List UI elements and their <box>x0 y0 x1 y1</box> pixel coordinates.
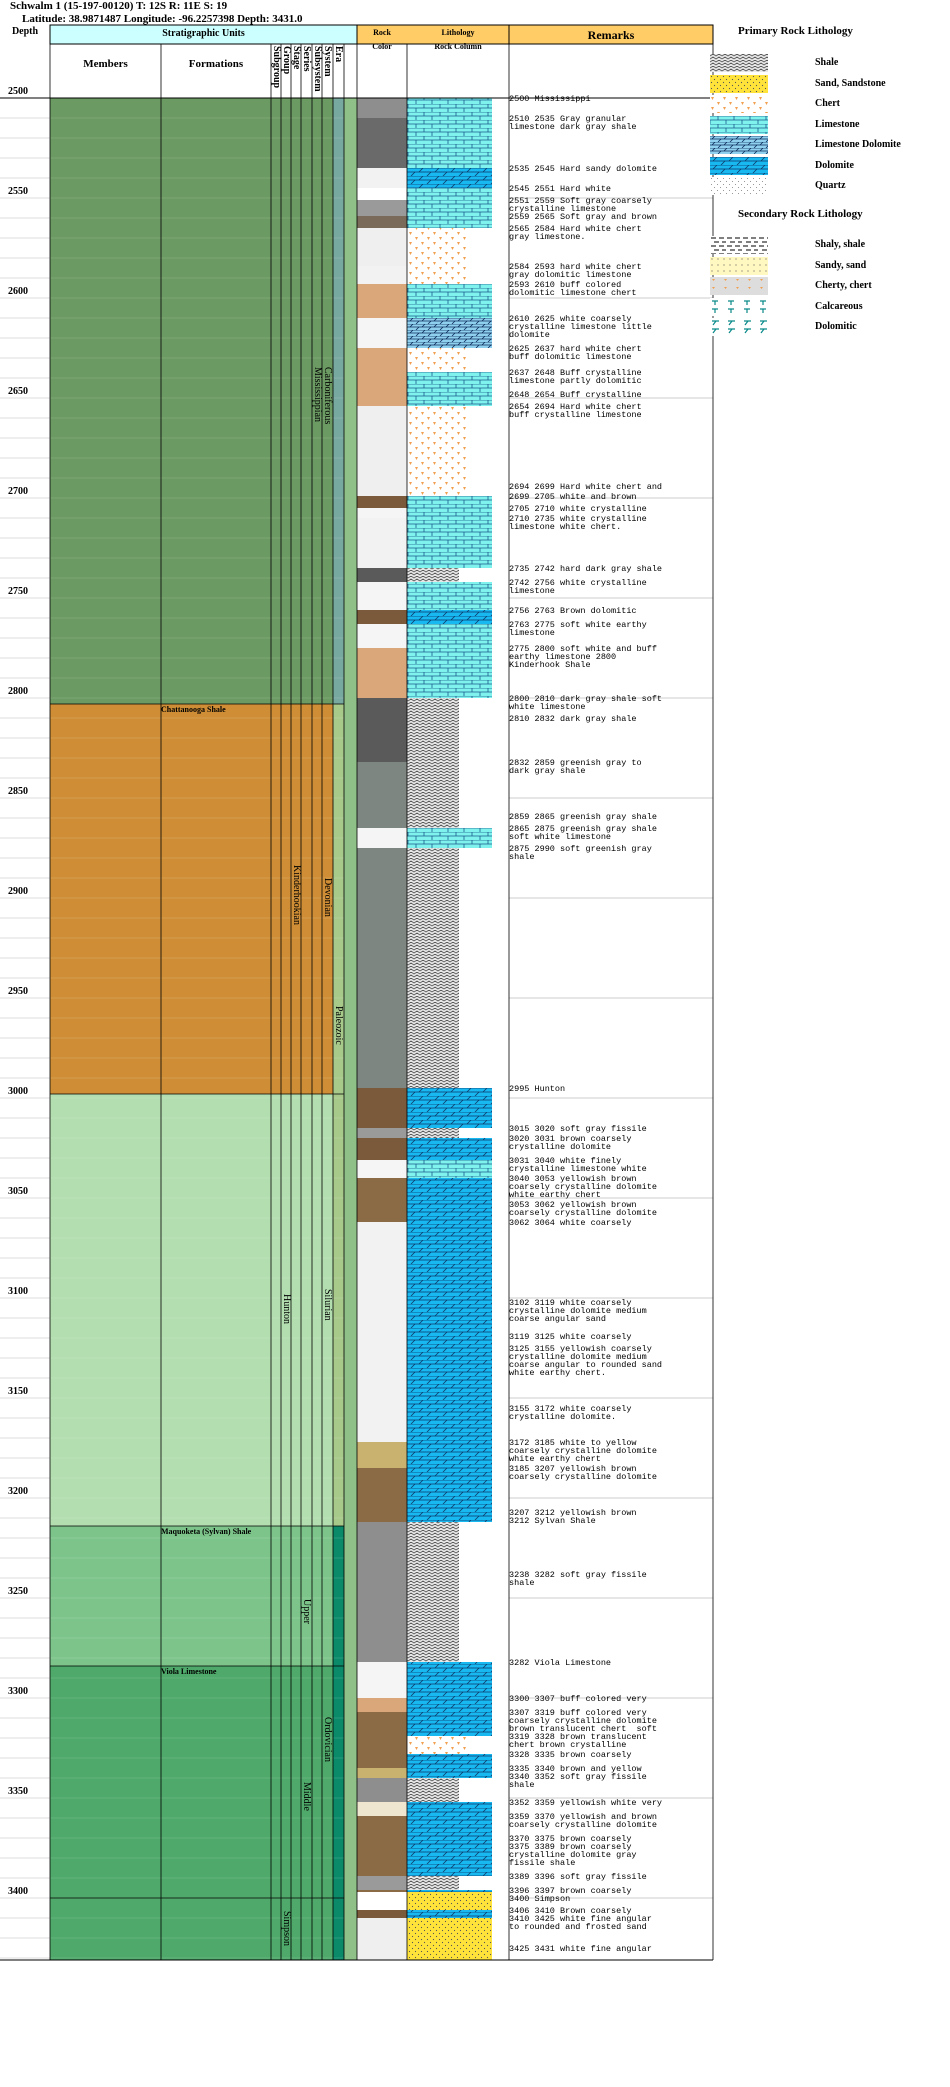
depth-tick-label: 2650 <box>8 386 28 397</box>
unit-label: Silurian <box>322 1289 333 1321</box>
lithology-interval <box>407 1778 459 1802</box>
legend-swatch-calc <box>710 298 768 316</box>
remark-entry: 2810 2832 dark gray shale <box>509 714 637 724</box>
legend-swatch-sandstone <box>710 75 768 93</box>
lithology-interval <box>407 1892 492 1910</box>
legend-label: Calcareous <box>815 300 863 312</box>
remark-entry: 2735 2742 hard dark gray shale <box>509 564 663 574</box>
lithology-interval <box>407 582 492 610</box>
legend-swatch-sandy <box>710 257 768 275</box>
rock-color-interval <box>357 1712 407 1736</box>
legend-swatch-limestone <box>710 116 768 134</box>
remark-entry: 2654 2694 Hard white chert buff crystalline limestone <box>509 402 642 420</box>
depth-tick-label: 3000 <box>8 1086 28 1097</box>
rank-label-series: Series <box>301 46 312 72</box>
rank-label-stage: Stage <box>291 46 302 70</box>
remark-entry: 2545 2551 Hard white <box>509 184 612 194</box>
remark-entry: 3185 3207 yellowish brown coarsely crystalline dolomite <box>509 1464 657 1482</box>
rock-color-interval <box>357 118 407 168</box>
lithology-interval <box>407 1736 469 1754</box>
rock-color-interval <box>357 718 407 762</box>
rock-color-interval <box>357 1138 407 1160</box>
remark-entry: 2875 2990 soft greenish gray shale <box>509 844 652 862</box>
rank-label-subsystem: Subsystem <box>312 46 323 92</box>
lithology-interval <box>407 228 469 284</box>
rock-color-interval <box>357 406 407 486</box>
lithology-interval <box>407 610 492 624</box>
remark-entry: 2699 2705 white and brown <box>509 492 637 502</box>
formation-label: Chattanooga Shale <box>161 705 226 714</box>
remark-entry: 2648 2654 Buff crystalline <box>509 390 642 400</box>
rock-color-interval <box>357 1468 407 1512</box>
rank-label-system: System <box>322 46 333 77</box>
depth-tick-label: 2600 <box>8 286 28 297</box>
rock-color-interval <box>357 518 407 568</box>
remark-entry: 2510 2535 Gray granular limestone dark gray shale <box>509 114 637 132</box>
depth-tick-label: 2550 <box>8 186 28 197</box>
members-column <box>50 98 357 1960</box>
remark-entry: 3328 3335 brown coarsely <box>509 1750 632 1760</box>
lithology-interval <box>407 1128 459 1138</box>
legend-label: Dolomitic <box>815 321 857 332</box>
rock-color-interval <box>357 1768 407 1778</box>
rock-color-interval <box>357 648 407 698</box>
strat-interval <box>50 1094 344 1526</box>
remark-entry: 3359 3370 yellowish and brown coarsely crystalline dolomite <box>509 1812 657 1830</box>
rock-color-interval <box>357 1876 407 1890</box>
rock-color-interval <box>357 848 407 1088</box>
depth-header: Depth <box>11 26 39 37</box>
formation-label: Viola Limestone <box>161 1667 217 1676</box>
rock-color-interval <box>357 1204 407 1222</box>
rock-color-interval <box>357 610 407 624</box>
remark-entry: 3020 3031 brown coarsely crystalline dolomite <box>509 1134 632 1152</box>
well-title: Schwalm 1 (15-197-00120) T: 12S R: 11E S: 19 <box>10 0 228 12</box>
rock-color-interval <box>357 1816 407 1838</box>
legend-swatch-dolomite <box>710 157 768 175</box>
rock-color-interval <box>357 1178 407 1204</box>
remark-entry: 2756 2763 Brown dolomitic <box>509 606 637 616</box>
primary-legend-title: Primary Rock Lithology <box>738 25 853 37</box>
secondary-legend-title: Secondary Rock Lithology <box>738 208 863 220</box>
lithology-interval <box>407 1204 492 1222</box>
lithology-interval <box>407 168 492 188</box>
lithology-interval <box>407 1178 492 1204</box>
remark-entry: 3335 3340 brown and yellow 3340 3352 soft gray fissile shale <box>509 1764 647 1790</box>
remark-entry: 2742 2756 white crystalline limestone <box>509 578 647 596</box>
remark-entry: 2995 Hunton <box>509 1084 566 1094</box>
strat-interval <box>50 1526 344 1666</box>
lithology-interval <box>407 496 492 568</box>
legend-swatch-cherty <box>710 277 768 295</box>
legend-swatch-dolomitic <box>710 318 768 336</box>
rock-color-interval <box>357 168 407 188</box>
unit-label: Middle <box>301 1782 312 1812</box>
legend-swatch-chert <box>710 95 768 113</box>
depth-tick-label: 3050 <box>8 1186 28 1197</box>
depth-tick-label: 3350 <box>8 1786 28 1797</box>
rock-color-interval <box>357 372 407 394</box>
unit-label: Devonian <box>322 878 333 918</box>
rock-color-interval <box>357 266 407 284</box>
unit-label: Kinderhookian <box>291 865 302 926</box>
rock-column <box>407 98 492 1960</box>
legend-label: Chert <box>815 98 840 109</box>
era-strip <box>344 98 357 1960</box>
remark-entry: 2694 2699 Hard white chert and <box>509 482 663 492</box>
unit-label: Ordovician <box>322 1717 333 1762</box>
depth-tick-label: 2700 <box>8 486 28 497</box>
remark-entry: 3282 Viola Limestone <box>509 1658 612 1668</box>
lithology-interval <box>407 1802 492 1876</box>
remark-entry: 2551 2559 Soft gray coarsely crystalline limestone <box>509 196 652 214</box>
rock-color-interval <box>357 1662 407 1698</box>
color-header: Color <box>372 42 392 51</box>
remark-entry: 3031 3040 white finely crystalline limestone white <box>509 1156 647 1174</box>
lithology-interval <box>407 1302 492 1408</box>
rock-color-interval <box>357 188 407 200</box>
lithology-interval <box>407 284 492 318</box>
system-strip <box>333 98 344 704</box>
remark-entry: 2800 2810 dark gray shale soft white limestone <box>509 694 663 712</box>
remark-entry: 2559 2565 Soft gray and brown <box>509 212 657 222</box>
remark-entry: 3425 3431 white fine angular <box>509 1944 652 1954</box>
lithology-interval <box>407 406 469 496</box>
rock-color-interval <box>357 1802 407 1816</box>
rock-color-interval <box>357 228 407 266</box>
depth-tick-label: 2900 <box>8 886 28 897</box>
depth-tick-label: 3300 <box>8 1686 28 1697</box>
lithology-interval <box>407 624 492 698</box>
legend-swatch-shaly <box>710 236 768 254</box>
legend-label: Shale <box>815 57 839 68</box>
rock-color-interval <box>357 200 407 216</box>
rock-color-interval <box>357 582 407 610</box>
remark-entry: 2593 2610 buff colored dolomitic limestone chert <box>509 280 637 298</box>
rock-color-interval <box>357 762 407 816</box>
rock-color-interval <box>357 1890 407 1892</box>
lithology-interval <box>407 1754 492 1778</box>
rock-color-interval <box>357 1892 407 1910</box>
remark-entry: 3238 3282 soft gray fissile shale <box>509 1570 647 1588</box>
unit-label: Mississippian <box>312 367 323 423</box>
lithology-interval <box>407 348 469 372</box>
rock-color-interval <box>357 284 407 318</box>
remark-entry: 2500 Mississippi <box>509 94 591 104</box>
rock-color-interval <box>357 828 407 848</box>
formations-header: Formations <box>188 58 244 70</box>
depth-tick-label: 3150 <box>8 1386 28 1397</box>
rock-color-interval <box>357 348 407 372</box>
remark-entry: 3125 3155 yellowish coarsely crystalline dolomite medium coarse angular to rounded sand white earthy chert. <box>509 1344 663 1378</box>
lithology-interval <box>407 1408 492 1522</box>
rock-header: Rock <box>373 28 391 37</box>
unit-label: Upper <box>301 1599 312 1624</box>
rank-label-subgroup: Subgroup <box>271 46 282 89</box>
rock-color-interval <box>357 1088 407 1128</box>
legend-swatch-shale <box>710 54 768 72</box>
remarks-header: Remarks <box>587 28 635 42</box>
legend-label: Quartz <box>815 180 846 191</box>
strat-interval <box>50 98 344 704</box>
rock-color-interval <box>357 568 407 582</box>
rock-color-interval <box>357 1754 407 1768</box>
remark-entry: 3370 3375 brown coarsely 3375 3389 brown coarsely crystalline dolomite gray fissile shale <box>509 1834 637 1868</box>
rock-color-interval <box>357 698 407 718</box>
rock-color-interval <box>357 216 407 228</box>
formation-label: Maquoketa (Sylvan) Shale <box>161 1527 252 1536</box>
rock-color-interval <box>357 1442 407 1468</box>
rock-color-interval <box>357 1160 407 1178</box>
rock-color-interval <box>357 1918 407 1960</box>
system-strip <box>333 704 344 1526</box>
legend-label: Shaly, shale <box>815 239 866 250</box>
legend-swatch-quartz <box>710 177 768 195</box>
lithology-interval <box>407 1876 459 1890</box>
remark-entry: 3053 3062 yellowish brown coarsely crystalline dolomite <box>509 1200 657 1218</box>
lithology-interval <box>407 1160 492 1178</box>
remark-entry: 3062 3064 white coarsely <box>509 1218 632 1228</box>
remark-entry: 3207 3212 yellowish brown 3212 Sylvan Shale <box>509 1508 637 1526</box>
remark-entry: 3319 3328 brown translucent chert brown crystalline <box>509 1732 647 1750</box>
rock-color-interval <box>357 1736 407 1754</box>
rock-color-column <box>357 98 407 1960</box>
depth-tick-label: 3100 <box>8 1286 28 1297</box>
lithology-interval <box>407 828 492 848</box>
legend-label: Cherty, chert <box>815 280 872 291</box>
rock-color-interval <box>357 1698 407 1712</box>
lithology-interval <box>407 1890 492 1892</box>
strat-interval <box>50 1666 344 1960</box>
unit-label: Carboniferous <box>322 367 333 425</box>
remark-entry: 2565 2584 Hard white chert gray limestone. <box>509 224 642 242</box>
remark-entry: 3155 3172 white coarsely crystalline dolomite. <box>509 1404 632 1422</box>
legend-label: Limestone Dolomite <box>815 139 901 150</box>
rock-color-interval <box>357 486 407 496</box>
remark-entry: 3119 3125 white coarsely <box>509 1332 632 1342</box>
remark-entry: 3307 3319 buff colored very coarsely crystalline dolomite brown translucent chert soft <box>509 1708 657 1734</box>
remark-entry: 3040 3053 yellowish brown coarsely crystalline dolomite white earthy chert <box>509 1174 657 1200</box>
rock-color-interval <box>357 1512 407 1522</box>
remark-entry: 3389 3396 soft gray fissile <box>509 1872 647 1882</box>
remark-entry: 3015 3020 soft gray fissile <box>509 1124 647 1134</box>
lithology-interval <box>407 318 492 348</box>
lithology-interval <box>407 848 459 1088</box>
depth-tick-label: 2850 <box>8 786 28 797</box>
rock-column-header: Rock Column <box>434 42 482 51</box>
members-header: Members <box>83 58 128 70</box>
remark-entry: 2625 2637 hard white chert buff dolomitic limestone <box>509 344 642 362</box>
remark-entry: 2775 2800 soft white and buff earthy limestone 2800 Kinderhook Shale <box>509 644 657 670</box>
lithology-interval <box>407 188 492 228</box>
remark-entry: 3352 3359 yellowish white very <box>509 1798 663 1808</box>
remark-entry: 2763 2775 soft white earthy limestone <box>509 620 647 638</box>
unit-label: Simpson <box>281 1910 292 1946</box>
remark-entry: 2584 2593 hard white chert gray dolomitic limestone <box>509 262 642 280</box>
rock-color-interval <box>357 1222 407 1442</box>
rock-color-interval <box>357 394 407 406</box>
lithology-interval <box>407 1662 492 1736</box>
depth-tick-label: 3200 <box>8 1486 28 1497</box>
legend-label: Dolomite <box>815 159 854 171</box>
rock-color-interval <box>357 98 407 118</box>
remark-entry: 3102 3119 white coarsely crystalline dolomite medium coarse angular sand <box>509 1298 647 1324</box>
remark-entry: 2610 2625 white coarsely crystalline limestone little dolomite <box>509 314 652 340</box>
lithology-interval <box>407 1910 492 1918</box>
depth-tick-label: 2500 <box>8 86 28 97</box>
remark-entry: 2859 2865 greenish gray shale <box>509 812 657 822</box>
lithology-interval <box>407 1088 492 1128</box>
rock-color-interval <box>357 318 407 348</box>
unit-label: Hunton <box>281 1294 292 1325</box>
remark-entry: 3300 3307 buff colored very <box>509 1694 647 1704</box>
rock-color-interval <box>357 624 407 648</box>
lithology-interval <box>407 98 492 168</box>
depth-tick-label: 3400 <box>8 1886 28 1897</box>
remark-entry: 2865 2875 greenish gray shale soft white limestone <box>509 824 657 842</box>
legend-swatch-limedolo <box>710 136 768 154</box>
rock-color-interval <box>357 1848 407 1876</box>
lithology-interval <box>407 698 459 828</box>
remark-entry: 2637 2648 Buff crystalline limestone partly dolomitic <box>509 368 642 386</box>
rock-color-interval <box>357 508 407 518</box>
remark-entry: 2710 2735 white crystalline limestone white chert. <box>509 514 647 532</box>
strat-units-header: Stratigraphic Units <box>162 28 245 39</box>
rock-color-interval <box>357 496 407 508</box>
legend-label: Sandy, sand <box>815 259 867 271</box>
rank-label-era: Era <box>333 46 344 63</box>
lithology-header: Lithology <box>441 28 475 37</box>
rank-label-group: Group <box>281 46 292 75</box>
remark-entry: 3406 3410 Brown coarsely 3410 3425 white fine angular to rounded and frosted sand <box>509 1906 652 1932</box>
well-subtitle: Latitude: 38.9871487 Longitude: -96.2257398 Depth: 3431.0 <box>22 13 303 25</box>
lithology-interval <box>407 568 459 582</box>
depth-tick-label: 2750 <box>8 586 28 597</box>
depth-tick-label: 2800 <box>8 686 28 697</box>
remark-entry: 3396 3397 brown coarsely 3400 Simpson <box>509 1886 632 1904</box>
lithology-interval <box>407 1222 492 1302</box>
remark-entry: 3172 3185 white to yellow coarsely crystalline dolomite white earthy chert <box>509 1438 657 1464</box>
rock-color-interval <box>357 1522 407 1662</box>
lithology-interval <box>407 1138 492 1160</box>
legend-label: Limestone <box>815 118 860 130</box>
rock-color-interval <box>357 1910 407 1918</box>
lithology-interval <box>407 1918 492 1960</box>
lithology-interval <box>407 1522 459 1662</box>
lithology-interval <box>407 372 492 406</box>
depth-tick-label: 3250 <box>8 1586 28 1597</box>
depth-tick-label: 2950 <box>8 986 28 997</box>
system-strip <box>333 1526 344 1960</box>
remark-entry: 2535 2545 Hard sandy dolomite <box>509 164 657 174</box>
rock-color-interval <box>357 816 407 828</box>
remark-entry: 2705 2710 white crystalline <box>509 504 647 514</box>
rock-color-interval <box>357 1838 407 1848</box>
rock-color-interval <box>357 1128 407 1138</box>
rock-color-interval <box>357 1778 407 1802</box>
unit-label: Paleozoic <box>333 1005 344 1045</box>
legend-label: Sand, Sandstone <box>815 77 886 89</box>
remark-entry: 2832 2859 greenish gray to dark gray shale <box>509 758 642 776</box>
